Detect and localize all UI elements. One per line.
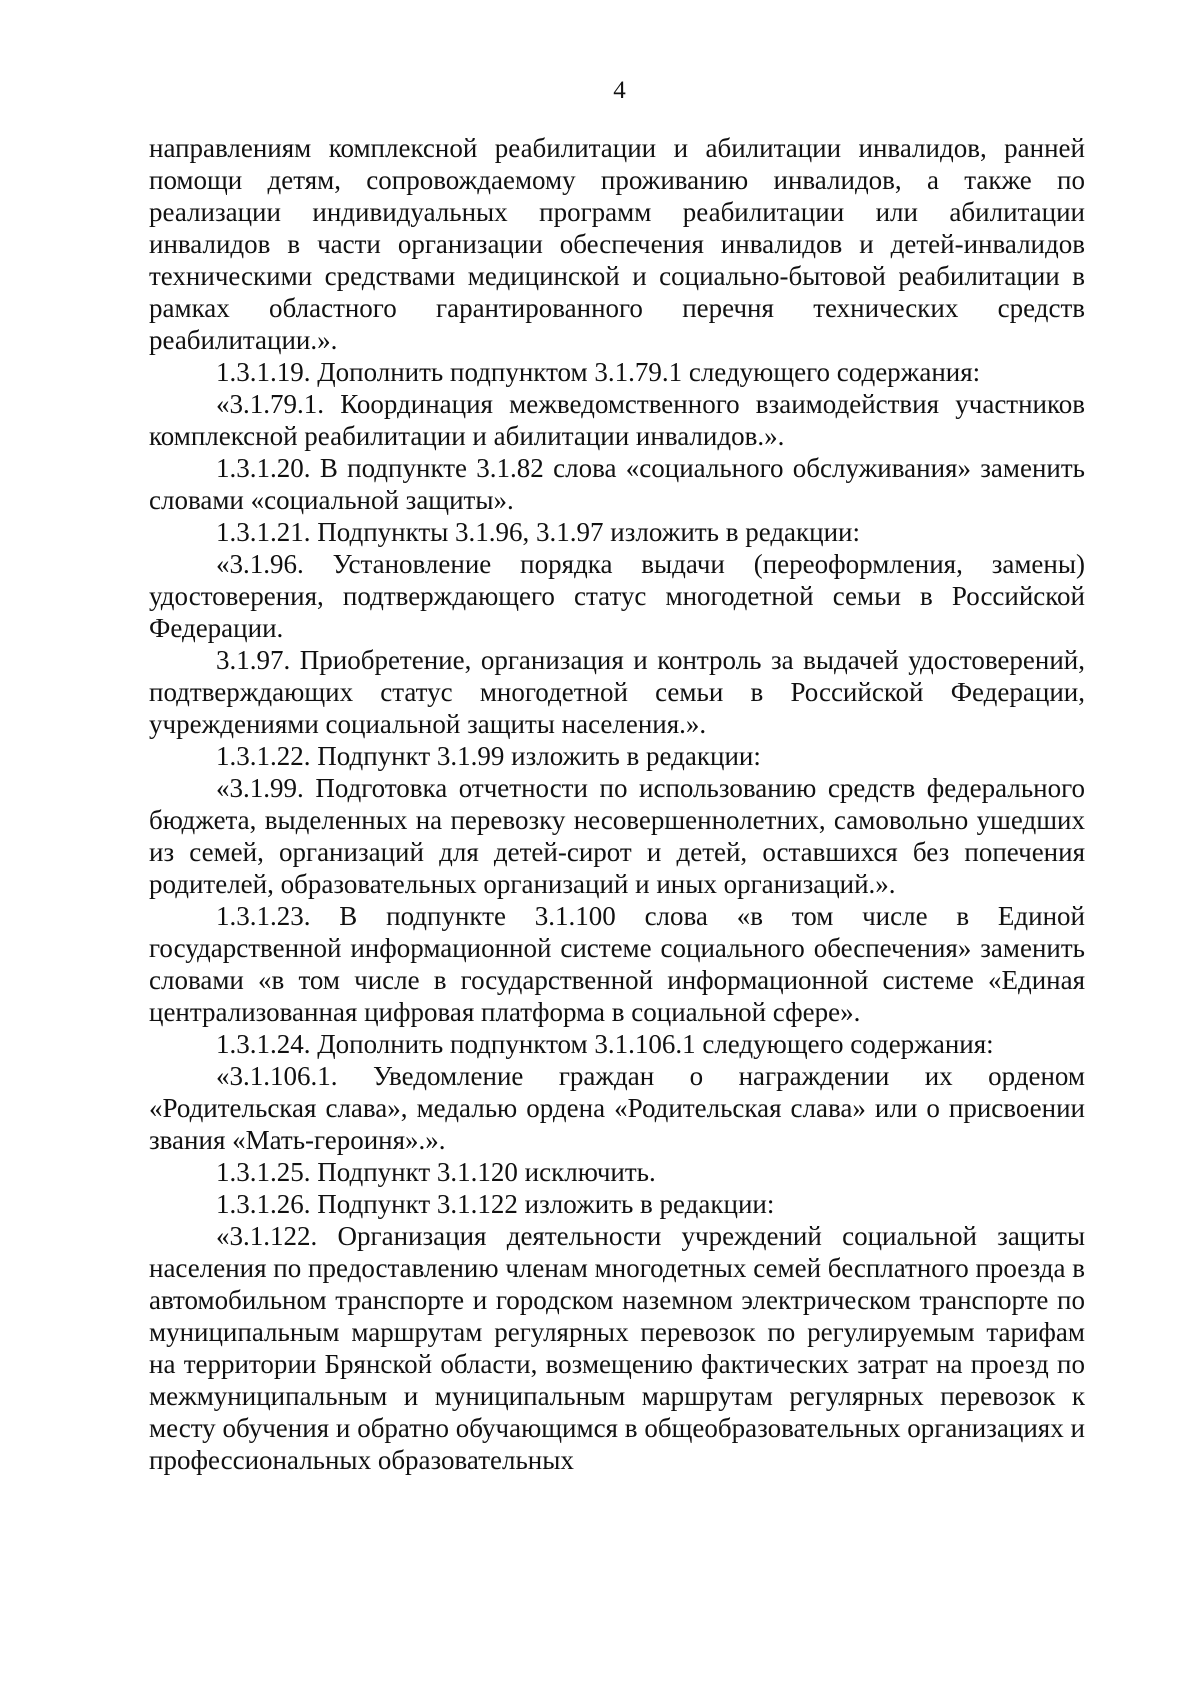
paragraph: «3.1.96. Установление порядка выдачи (переоформления, замены) удостоверения, подтверждающего статус многодетной семьи в Российской Федерации.: [149, 549, 1085, 643]
paragraph: 1.3.1.20. В подпункте 3.1.82 слова «социального обслуживания» заменить словами «социальной защиты».: [149, 453, 1085, 515]
document-body: [149, 132, 1085, 1476]
paragraph: 1.3.1.21. Подпункты 3.1.96, 3.1.97 изложить в редакции:: [216, 517, 861, 547]
paragraph: 1.3.1.24. Дополнить подпунктом 3.1.106.1 следующего содержания:: [216, 1029, 994, 1059]
paragraph: направлениям комплексной реабилитации и абилитации инвалидов, ранней помощи детям, сопровождаемому проживанию инвалидов, а также по реализации индивидуальных программ реабилитации или абилитации инвалидов в части организации обеспечения инвалидов и детей-инвалидов техническими средствами медицинской и социально-бытовой реабилитации в рамках областного гарантированного перечня технических средств реабилитации.».: [149, 133, 1085, 355]
page-number: 4: [613, 77, 626, 104]
paragraph: «3.1.79.1. Координация межведомственного взаимодействия участников комплексной реабилитации и абилитации инвалидов.».: [149, 389, 1085, 451]
paragraph: «3.1.106.1. Уведомление граждан о награждении их орденом «Родительская слава», медалью ордена «Родительская слава» или о присвоении звания «Мать-героиня».».: [149, 1061, 1085, 1155]
paragraph: 1.3.1.22. Подпункт 3.1.99 изложить в редакции:: [216, 741, 761, 771]
paragraph: «3.1.99. Подготовка отчетности по использованию средств федерального бюджета, выделенных на перевозку несовершеннолетних, самовольно ушедших из семей, организаций для детей-сирот и детей, оставшихся без попечения родителей, образовательных организаций и иных организаций.».: [149, 773, 1085, 899]
paragraph: 3.1.97. Приобретение, организация и контроль за выдачей удостоверений, подтверждающих статус многодетной семьи в Российской Федерации, учреждениями социальной защиты населения.».: [149, 645, 1085, 739]
paragraph: 1.3.1.23. В подпункте 3.1.100 слова «в том числе в Единой государственной информационной системе социального обеспечения» заменить словами «в том числе в государственной информационной системе «Единая централизованная цифровая платформа в социальной сфере».: [149, 901, 1085, 1027]
paragraph: 1.3.1.19. Дополнить подпунктом 3.1.79.1 следующего содержания:: [216, 357, 981, 387]
paragraph: 1.3.1.25. Подпункт 3.1.120 исключить.: [216, 1157, 656, 1187]
paragraph: 1.3.1.26. Подпункт 3.1.122 изложить в редакции:: [216, 1189, 775, 1219]
paragraph: «3.1.122. Организация деятельности учреждений социальной защиты населения по предоставлению членам многодетных семей бесплатного проезда в автомобильном транспорте и городском наземном электрическом транспорте по муниципальным маршрутам регулярных перевозок по регулируемым тарифам на территории Брянской области, возмещению фактических затрат на проезд по межмуниципальным и муниципальным маршрутам регулярных перевозок к месту обучения и обратно обучающимся в общеобразовательных организациях и профессиональных образовательных: [149, 1221, 1085, 1475]
